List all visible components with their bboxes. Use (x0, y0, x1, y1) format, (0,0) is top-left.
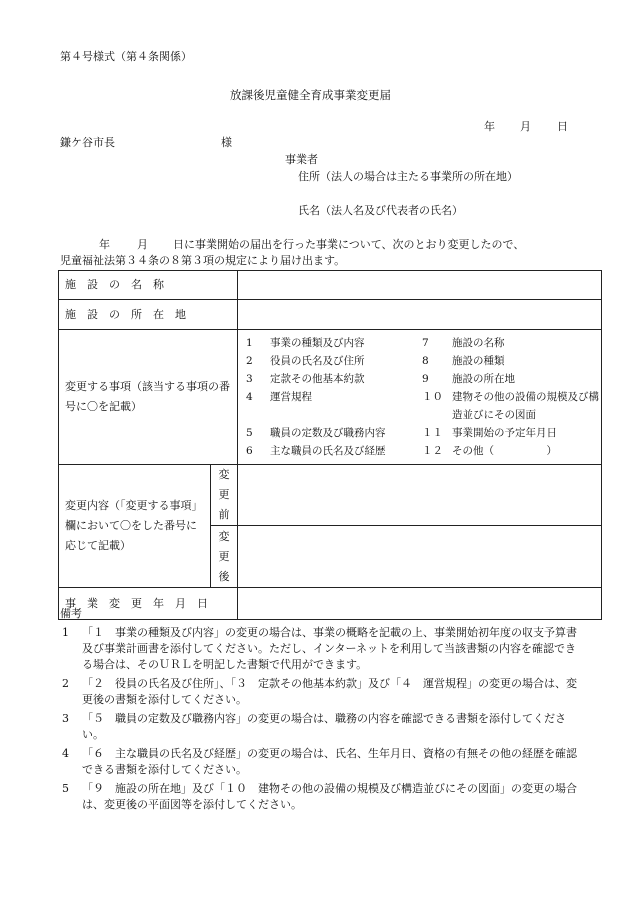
note-text: 「５ 職員の定数及び職務内容」の変更の場合は、職務の内容を確認できる書類を添付してください。 (82, 712, 566, 741)
notes-title: 備考 (60, 607, 82, 620)
facility-location-label: 施 設 の 所 在 地 (59, 300, 238, 330)
change-content-label: 変更内容（「変更する事項」欄において〇をした番号に応じて記載） (59, 465, 211, 588)
change-item-label: その他（ ） (452, 445, 557, 457)
change-item-label: 施設の名称 (452, 337, 505, 349)
before-label: 変 更 前 (211, 465, 238, 526)
note-text: 「２ 役員の氏名及び住所」、「３ 定款その他基本約款」及び「４ 運営規程」の変更の場合は、変更後の書類を添付してください。 (82, 677, 577, 706)
change-item-number: 6 (246, 445, 253, 457)
notes-list (60, 625, 580, 813)
notes-section (60, 606, 580, 813)
change-date-label: 事 業 変 更 年 月 日 (59, 588, 238, 620)
change-item-label: 施設の種類 (452, 355, 505, 367)
change-item-label: 施設の所在地 (452, 373, 515, 385)
change-item[interactable] (422, 352, 602, 370)
note-item (60, 781, 580, 813)
change-item-label: 建物その他の設備の規模及び構造並びにその図面 (452, 391, 599, 421)
note-item (60, 676, 580, 708)
form-table (58, 270, 602, 620)
address-label: 住所（法人の場合は主たる事業所の所在地） (298, 170, 518, 183)
note-number: 4 (62, 747, 69, 760)
submitter-label: 事業者 (285, 153, 318, 166)
change-item-label: 定款その他基本約款 (270, 373, 365, 385)
change-item-number: １０ (422, 391, 443, 403)
change-item[interactable] (246, 370, 422, 388)
change-item[interactable] (422, 442, 602, 460)
before-field[interactable] (238, 465, 602, 526)
note-text: 「９ 施設の所在地」及び「１０ 建物その他の設備の規模及び構造並びにその図面」の変更の場合は、変更後の平面図等を添付してください。 (82, 782, 577, 811)
change-items-cell[interactable] (238, 330, 602, 465)
change-item-number: １１ (422, 427, 443, 439)
name-label: 氏名（法人名及び代表者の氏名） (298, 204, 463, 217)
note-item (60, 746, 580, 778)
change-item[interactable] (246, 334, 422, 352)
change-item[interactable] (422, 370, 602, 388)
facility-name-field[interactable] (238, 271, 602, 300)
note-text: 「１ 事業の種類及び内容」の変更の場合は、事業の概略を記載の上、事業開始初年度の収支予算書及び事業計画書を添付してください。ただし、インターネットを利用して当該書類の内容を確認できる場合は、そのＵＲＬを明記した書類で代用ができます。 (82, 626, 577, 671)
change-item-number: 4 (246, 391, 253, 403)
intro-line-1: 日に事業開始の届出を行った事業について、次のとおり変更したので、 (173, 238, 525, 251)
document-title: 放課後児童健全育成事業変更届 (230, 88, 391, 102)
change-item[interactable] (422, 334, 602, 352)
change-item-number: 5 (246, 427, 253, 439)
change-items-list (246, 334, 601, 460)
after-field[interactable] (238, 526, 602, 588)
note-number: 2 (62, 677, 69, 690)
intro-month: 月 (137, 238, 148, 251)
date-month-label: 月 (520, 120, 531, 133)
date-day-label: 日 (557, 120, 568, 133)
change-item-label: 主な職員の氏名及び経歴 (270, 445, 386, 457)
change-item-label: 事業の種類及び内容 (270, 337, 365, 349)
note-item (60, 625, 580, 673)
change-item[interactable] (422, 424, 602, 442)
change-item-label: 職員の定数及び職務内容 (270, 427, 386, 439)
change-item[interactable] (246, 424, 422, 442)
addressee: 鎌ケ谷市長 (60, 136, 115, 149)
change-item-label: 事業開始の予定年月日 (452, 427, 557, 439)
change-item[interactable] (246, 442, 422, 460)
change-item-number: 8 (422, 355, 429, 367)
after-label: 変 更 後 (211, 526, 238, 588)
facility-name-label: 施 設 の 名 称 (59, 271, 238, 300)
note-number: 3 (62, 712, 69, 725)
change-item[interactable] (422, 388, 602, 424)
addressee-honorific: 様 (221, 136, 232, 149)
change-item-number: 2 (246, 355, 253, 367)
intro-line-2: 児童福祉法第３４条の８第３項の規定により届け出ます。 (60, 254, 346, 267)
change-item-number: 7 (422, 337, 429, 349)
change-item-label: 運営規程 (270, 391, 312, 403)
change-item[interactable] (246, 388, 422, 424)
note-text: 「６ 主な職員の氏名及び経歴」の変更の場合は、氏名、生年月日、資格の有無その他の経歴を確認できる書類を添付してください。 (82, 747, 577, 776)
facility-location-field[interactable] (238, 300, 602, 330)
change-item-number: １２ (422, 445, 443, 457)
note-number: 5 (62, 782, 69, 795)
form-number: 第４号様式（第４条関係） (60, 50, 192, 63)
change-item-number: 9 (422, 373, 429, 385)
change-items-label: 変更する事項（該当する事項の番号に〇を記載） (59, 330, 238, 465)
change-item-number: 1 (246, 337, 253, 349)
note-item (60, 711, 580, 743)
change-item-number: 3 (246, 373, 253, 385)
note-number: 1 (62, 626, 69, 639)
intro-year: 年 (99, 238, 110, 251)
date-year-label: 年 (484, 120, 495, 133)
change-item-label: 役員の氏名及び住所 (270, 355, 365, 367)
change-item[interactable] (246, 352, 422, 370)
